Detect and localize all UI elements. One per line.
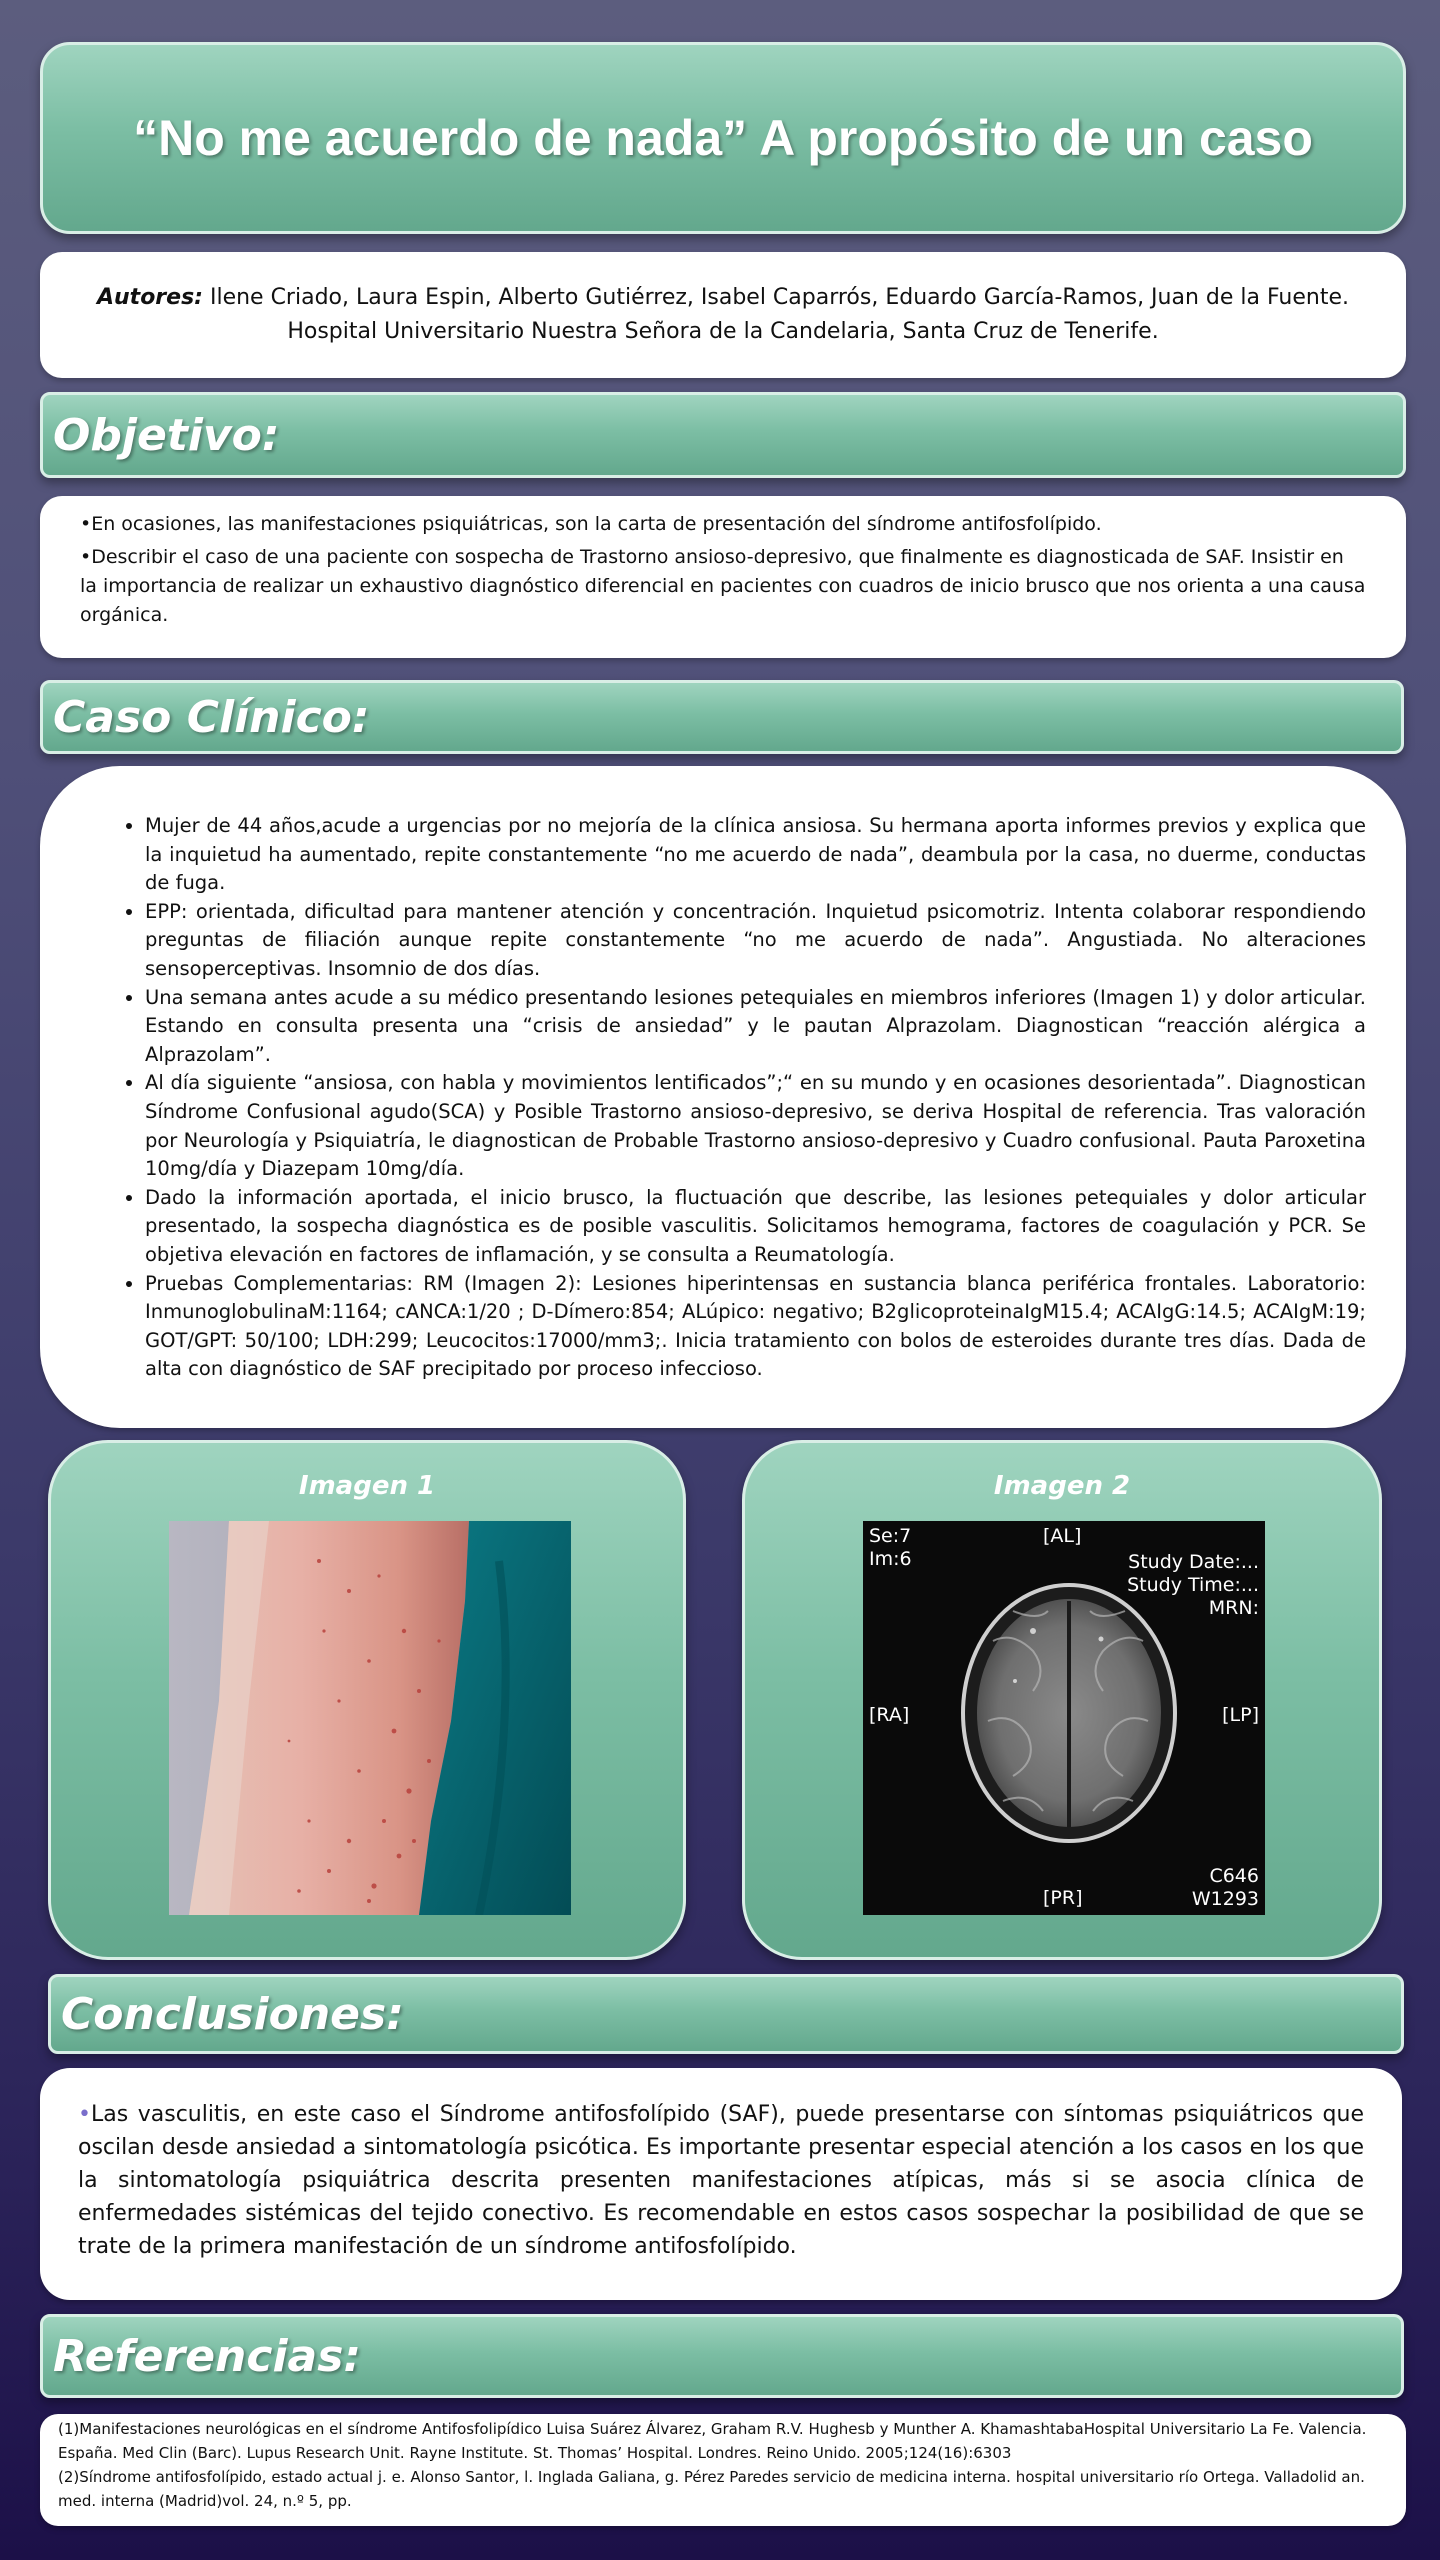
- conclusiones-heading: Conclusiones:: [61, 1988, 404, 2040]
- authors-box: [40, 252, 1406, 378]
- caso-item: • Dado la información aportada, el inicio brusco, la fluctuación que describe, las lesiones petequiales y dolor articular presentado, la sospecha diagnóstica es de posible vasculitis. Solicitamos hemograma, factores de coagulación y PCR. Se objetiva elevación en factores de inflamación, y se consulta a Reumatología.: [145, 1184, 1366, 1270]
- caso-list: [80, 812, 1366, 1384]
- imagen2-mri: [863, 1521, 1265, 1915]
- leg-photo-graphic: [169, 1521, 571, 1915]
- imagen1-panel: [48, 1440, 686, 1960]
- conclusiones-heading-bar: [48, 1974, 1404, 2054]
- caso-item: • Mujer de 44 años,acude a urgencias por no mejoría de la clínica ansiosa. Su hermana aporta informes previos y explica que la inquietud ha aumentado, repite constantemente “no me acuerdo de nada”, deambula por la casa, no duerme, conductas de fuga.: [145, 812, 1366, 898]
- mri-center: C646: [1209, 1865, 1259, 1887]
- reference-item: (2)Síndrome antifosfolípido, estado actual j. e. Alonso Santor, l. Inglada Galiana, g. Pérez Paredes servicio de medicina interna. hospital universitario río Ortega. Valladolid an. med. interna (Madrid)vol. 24, n.º 5, pp.: [58, 2468, 1365, 2510]
- authors-label: Autores:: [96, 285, 203, 310]
- mri-mrn: MRN:: [1208, 1597, 1259, 1619]
- imagen2-panel: [742, 1440, 1382, 1960]
- conclusiones-text: Las vasculitis, en este caso el Síndrome antifosfolípido (SAF), puede presentarse con síntomas psiquiátricos que oscilan desde ansiedad a sintomatología psicótica. Es importante presentar especial atención a los casos en los que la sintomatología psiquiátrica descrita presenten manifestaciones atípicas, más si se asocia clínica de enfermedades sistémicas del tejido conectivo. Es recomendable en estos casos sospechar la posibilidad de que se trate de la primera manifestación de un síndrome antifosfolípido.: [78, 2102, 1364, 2259]
- poster-title: “No me acuerdo de nada” A propósito de un caso: [133, 110, 1313, 166]
- caso-heading-bar: [40, 680, 1404, 754]
- objetivo-paragraph: •Describir el caso de una paciente con sospecha de Trastorno ansioso-depresivo, que finalmente es diagnosticada de SAF. Insistir en la importancia de realizar un exhaustivo diagnóstico diferencial en pacientes con cuadros de inicio brusco que nos orienta a una causa orgánica.: [80, 546, 1366, 626]
- objetivo-box: [40, 496, 1406, 658]
- caso-item: • Pruebas Complementarias: RM (Imagen 2): Lesiones hiperintensas en sustancia blanca periférica frontales. Laboratorio: InmunoglobulinaM:1164; cANCA:1/20 ; D-Dímero:854; ALúpico: negativo; B2glicoproteinaIgM15.4; ACAIgG:14.5; ACAIgM:19; GOT/GPT: 50/100; LDH:299; Leucocitos:17000/mm3;. Inicia tratamiento con bolos de esteroides durante tres días. Dada de alta con diagnóstico de SAF precipitado por proceso infeccioso.: [145, 1270, 1366, 1384]
- mri-image: Im:6: [869, 1548, 912, 1570]
- caso-heading: Caso Clínico:: [53, 691, 370, 743]
- imagen1-caption: Imagen 1: [298, 1471, 436, 1501]
- objetivo-heading: Objetivo:: [53, 409, 280, 461]
- objetivo-paragraph: •En ocasiones, las manifestaciones psiquiátricas, son la carta de presentación del síndrome antifosfolípido.: [80, 513, 1102, 535]
- mri-series: Se:7: [869, 1525, 912, 1547]
- caso-item: • Al día siguiente “ansiosa, con habla y movimientos lentificados”;“ en su mundo y en ocasiones desorientada”. Diagnostican Síndrome Confusional agudo(SCA) y Posible Trastorno ansioso-depresivo, se deriva Hospital de referencia. Tras valoración por Neurología y Psiquiatría, le diagnostican de Probable Trastorno ansioso-depresivo y Cuadro confusional. Pauta Paroxetina 10mg/día y Diazepam 10mg/día.: [145, 1069, 1366, 1183]
- mri-left-label: [LP]: [1222, 1704, 1259, 1726]
- conclusiones-box: [40, 2068, 1402, 2300]
- caso-item: • Una semana antes acude a su médico presentando lesiones petequiales en miembros inferiores (Imagen 1) y dolor articular. Estando en consulta presenta una “crisis de ansiedad” y le pautan Alprazolam. Diagnostican “reacción alérgica a Alprazolam”.: [145, 984, 1366, 1070]
- imagen1-photo: [169, 1521, 571, 1915]
- mri-right-label: [RA]: [869, 1704, 910, 1726]
- caso-box: [40, 766, 1406, 1428]
- referencias-heading-bar: [40, 2314, 1404, 2398]
- mri-study-time: Study Time:...: [1127, 1574, 1259, 1596]
- authors-hospital: Hospital Universitario Nuestra Señora de la Candelaria, Santa Cruz de Tenerife.: [287, 319, 1159, 344]
- conclusiones-bullet: •: [78, 2102, 91, 2127]
- mri-anterior-label: [AL]: [1043, 1525, 1082, 1547]
- referencias-heading: Referencias:: [53, 2330, 362, 2382]
- caso-item: • EPP: orientada, dificultad para mantener atención y concentración. Inquietud psicomotriz. Intenta colaborar respondiendo preguntas de filiación aunque repite constantemente “no me acuerdo de nada”. Angustiada. No alteraciones sensoperceptivas. Insomnio de dos días.: [145, 898, 1366, 984]
- mri-study-date: Study Date:...: [1128, 1551, 1259, 1573]
- mri-posterior-label: [PR]: [1043, 1887, 1083, 1909]
- mri-window: W1293: [1191, 1888, 1259, 1910]
- imagen2-caption: Imagen 2: [993, 1471, 1131, 1501]
- objetivo-heading-bar: [40, 392, 1406, 478]
- poster-title-banner: [40, 42, 1406, 234]
- authors-line: [97, 281, 1349, 315]
- referencias-box: [40, 2414, 1406, 2526]
- authors-names: Ilene Criado, Laura Espin, Alberto Gutiérrez, Isabel Caparrós, Eduardo García-Ramos, Juan de la Fuente.: [202, 285, 1350, 310]
- reference-item: (1)Manifestaciones neurológicas en el síndrome Antifosfolipídico Luisa Suárez Álvarez, Graham R.V. Hughesb y Munther A. KhamashtabaHospital Universitario La Fe. Valencia. España. Med Clin (Barc). Lupus Research Unit. Rayne Institute. St. Thomas’ Hospital. Londres. Reino Unido. 2005;124(16):6303: [58, 2420, 1367, 2462]
